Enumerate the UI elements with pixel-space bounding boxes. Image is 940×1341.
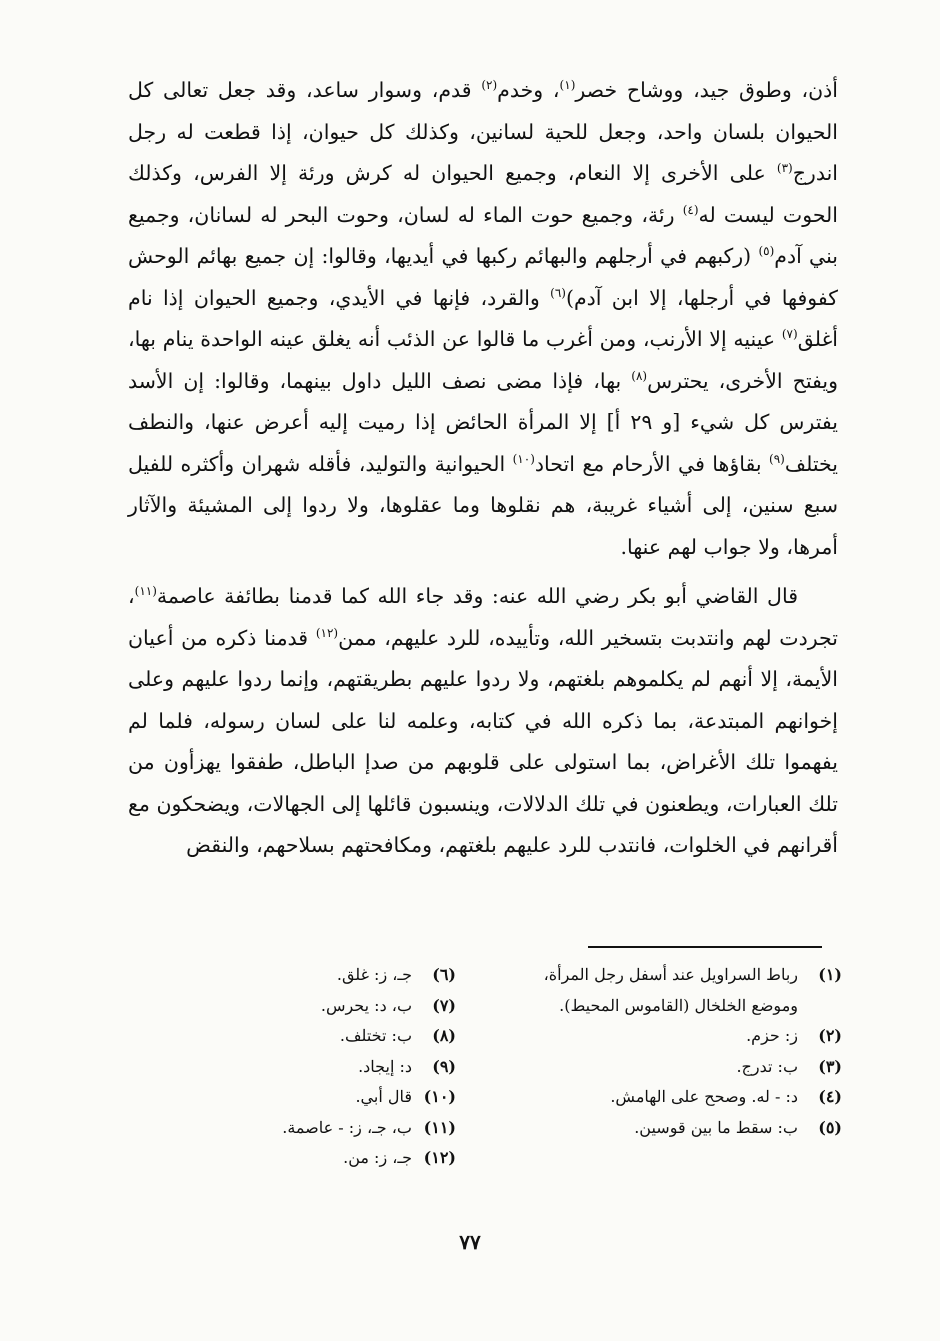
text-segment: قدمنا ذكره من أعيان الأيمة، إلا أنهم لم يكلموهم بلغتهم، ولا ردوا عليهم بطريقتهم، وإنما ردوا عليهم وعلى إخوانهم المبتدعة، بما ذكره الله في كتابه، وعلمه لنا على لسان رسوله، فلما لم يفهموا تلك الأغراض، بما استولى على قلوبهم من صدإ الباطل، طفقوا يهزأون من تلك العبارات، ويطعنون في تلك الدلالات، وينسبون قائلها إلى الجهالات، ويضحكون مع أقرانهم في الخلوات، فانتدب للرد عليهم بلغتهم، ومكافحتهم بسلاحهم، والنقض — [128, 625, 838, 857]
footnote-marker: (٩) — [769, 451, 785, 466]
footnote-text: قال أبي. — [355, 1087, 412, 1106]
footnote-text: جـ، ز: غلق. — [336, 965, 412, 984]
footnote-text: ز: حزم. — [746, 1026, 798, 1045]
footnote-number: (١٢) — [423, 1148, 456, 1167]
footnote-number: (٨) — [432, 1026, 456, 1045]
footnote-marker: (١٢) — [315, 625, 339, 640]
footnote-number: (٥) — [818, 1117, 842, 1137]
text-segment: أذن، وطوق جيد، ووشاح خصر — [575, 78, 838, 102]
text-segment: رئة، وجميع حوت الماء له لسان، وحوت البحر له لسانان، وجميع بني آدم — [128, 202, 839, 268]
footnote — [196, 991, 456, 1022]
footnote-number: (١٠) — [423, 1087, 456, 1106]
text-segment: على الأخرى إلا النعام، وجميع الحيوان له كرش ورئة إلا الفرس، وكذلك الحوت ليست له — [128, 161, 838, 227]
footnote-marker: (٢) — [481, 78, 498, 93]
footnote — [496, 1082, 842, 1113]
footnote-marker: (١١) — [134, 584, 157, 599]
footnote-marker: (٤) — [682, 202, 699, 217]
footnote-separator — [588, 946, 822, 948]
footnote — [196, 1113, 456, 1144]
footnote — [496, 1113, 842, 1144]
footnote-marker: (٥) — [758, 244, 775, 259]
footnote-text: جـ، ز: من. — [343, 1148, 412, 1167]
footnote-marker: (٧) — [781, 327, 798, 342]
footnote — [496, 1052, 842, 1083]
text-segment: قال القاضي أبو بكر رضي الله عنه: وقد جاء الله كما قدمنا بطائفة عاصمة — [156, 584, 798, 608]
text-segment: عينيه إلا الأرنب، ومن أغرب ما قالوا عن الذئب أنه يغلق عينه الواحدة ينام بها، ويفتح الأخرى، يحترس — [128, 327, 839, 393]
footnotes-right-column — [496, 960, 842, 1143]
footnote-marker: (٦) — [550, 285, 566, 300]
footnote — [196, 1143, 456, 1174]
footnote-number: (٩) — [432, 1056, 456, 1076]
footnote-number: (١١) — [423, 1117, 456, 1137]
footnote-text: ب: تدرج. — [736, 1056, 798, 1076]
text-segment: (ركبهم في أرجلهم والبهائم ركبها في أيديها، وقالوا: إن جميع بهائم الوحش كفوفها في أرجلها، إلا ابن آدم) — [128, 244, 838, 310]
text-segment: الحيوانية والتوليد، فأقله شهران وأكثره للفيل سبع سنين، إلى أشياء غريبة، هم نقلوها وما عقلوها، ولا ردوا إلى المشيئة والآثار أمرها، ولا جواب لهم عنها. — [128, 451, 838, 559]
footnote-marker: (١٠) — [512, 451, 535, 466]
footnote-text: د: إيجاد. — [358, 1056, 412, 1076]
text-segment: قدم، وسوار ساعد، وقد جعل تعالى كل الحيوان بلسان واحد، وجعل للحية لسانين، وكذلك كل حيوان، إذا قطعت له رجل اندرج — [128, 78, 838, 185]
footnote-number: (١) — [818, 965, 842, 984]
footnote-text: د: - له. وصحح على الهامش. — [610, 1087, 798, 1106]
footnote-text: رباط السراويل عند أسفل رجل المرأة، وموضع الخلخال (القاموس المحيط). — [543, 965, 798, 1015]
footnote-number: (٤) — [818, 1087, 842, 1106]
text-segment: ، تجردت لهم وانتدبت بتسخير الله، وتأييده، للرد عليهم، ممن — [128, 584, 838, 650]
paragraph-1 — [128, 70, 838, 568]
footnote-marker: (٣) — [776, 161, 793, 176]
footnote-number: (٢) — [818, 1026, 842, 1045]
footnote-number: (٧) — [432, 995, 456, 1015]
footnotes-left-column — [196, 960, 456, 1174]
footnote-text: ب: تختلف. — [339, 1026, 412, 1045]
footnote-marker: (١) — [559, 78, 576, 93]
footnote-text: ب، د: يحرس. — [320, 995, 412, 1015]
footnote — [496, 1021, 842, 1052]
text-segment: بها، فإذا مضى نصف الليل داول بينهما، وقالوا: إن الأسد يفترس كل شيء [و ٢٩ أ] إلا المرأة الحائض إذا رميت إليه أعرض عنها، والنطف يختلف — [128, 368, 838, 476]
paragraph-2 — [128, 576, 838, 867]
footnote-number: (٦) — [432, 965, 456, 984]
text-segment: والقرد، فإنها في الأيدي، وجميع الحيوان إذا نام أغلق — [128, 285, 838, 351]
footnote — [196, 960, 456, 991]
page-number: ٧٧ — [459, 1230, 481, 1254]
main-text — [128, 70, 838, 867]
footnote-number: (٣) — [818, 1056, 842, 1076]
footnote — [496, 960, 842, 1021]
footnote-text: ب: سقط ما بين قوسين. — [634, 1117, 798, 1137]
footnote-text: ب، جـ، ز: - عاصمة. — [282, 1117, 412, 1137]
footnote — [196, 1021, 456, 1052]
text-segment: ، وخدم — [497, 78, 560, 102]
footnote-marker: (٨) — [631, 368, 648, 383]
text-segment: بقاؤها في الأرحام مع اتحاد — [534, 451, 770, 476]
footnote — [196, 1052, 456, 1083]
footnote — [196, 1082, 456, 1113]
